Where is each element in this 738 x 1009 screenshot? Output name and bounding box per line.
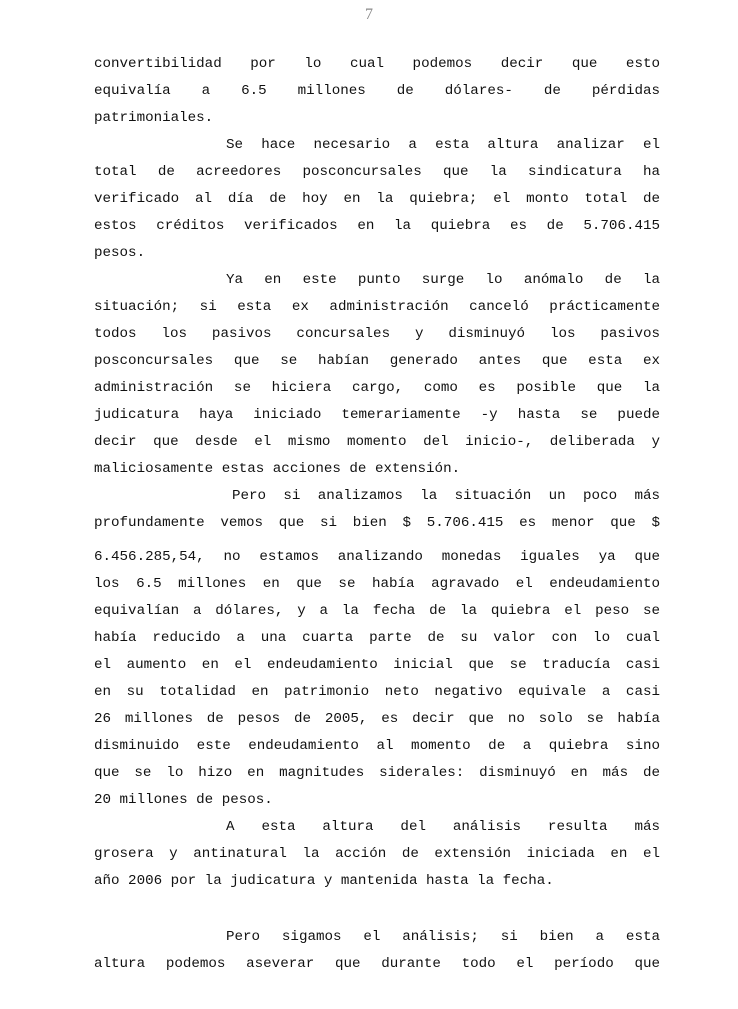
text-line: había reducido a una cuarta parte de su valor con lo cual [94,630,660,646]
text-line: patrimoniales. [94,110,214,126]
text-line: verificado al día de hoy en la quiebra; el monto total de [94,191,660,207]
text-line: situación; si esta ex administración canceló prácticamente [94,299,660,315]
text-line: equivalía a 6.5 millones de dólares- de pérdidas [94,83,660,99]
text-line: administración se hiciera cargo, como es posible que la [94,380,660,396]
text-line: año 2006 por la judicatura y mantenida hasta la fecha. [94,873,554,889]
text-line: los 6.5 millones en que se había agravado el endeudamiento [94,576,660,592]
text-line: profundamente vemos que si bien $ 5.706.415 es menor que $ [94,515,660,531]
text-line: convertibilidad por lo cual podemos decir que esto [94,56,660,72]
text-line: Ya en este punto surge lo anómalo de la [226,272,660,288]
text-line: 26 millones de pesos de 2005, es decir que no solo se había [94,711,660,727]
text-line: grosera y antinatural la acción de extensión iniciada en el [94,846,660,862]
text-line: 6.456.285,54, no estamos analizando monedas iguales ya que [94,549,660,565]
text-line: disminuido este endeudamiento al momento de a quiebra sino [94,738,660,754]
text-line: equivalían a dólares, y a la fecha de la quiebra el peso se [94,603,660,619]
page-number: 7 [365,6,373,23]
text-line: decir que desde el mismo momento del inicio-, deliberada y [94,434,660,450]
document-body [94,51,660,978]
text-line: estos créditos verificados en la quiebra es de 5.706.415 [94,218,660,234]
text-line: Pero si analizamos la situación un poco más [232,488,660,504]
text-line: 20 millones de pesos. [94,792,273,808]
text-line: Se hace necesario a esta altura analizar el [226,137,660,153]
text-line: posconcursales que se habían generado antes que esta ex [94,353,660,369]
text-line: altura podemos aseverar que durante todo el período que [94,956,660,972]
text-line: judicatura haya iniciado temerariamente -y hasta se puede [94,407,660,423]
text-line: que se lo hizo en magnitudes siderales: disminuyó en más de [94,765,660,781]
text-line: A esta altura del análisis resulta más [226,819,660,835]
text-line: Pero sigamos el análisis; si bien a esta [226,929,660,945]
text-line: el aumento en el endeudamiento inicial que se traducía casi [94,657,660,673]
text-line: pesos. [94,245,146,261]
text-line: todos los pasivos concursales y disminuyó los pasivos [94,326,660,342]
text-line: en su totalidad en patrimonio neto negativo equivale a casi [94,684,660,700]
text-line: total de acreedores posconcursales que la sindicatura ha [94,164,660,180]
text-line: maliciosamente estas acciones de extensión. [94,461,461,477]
